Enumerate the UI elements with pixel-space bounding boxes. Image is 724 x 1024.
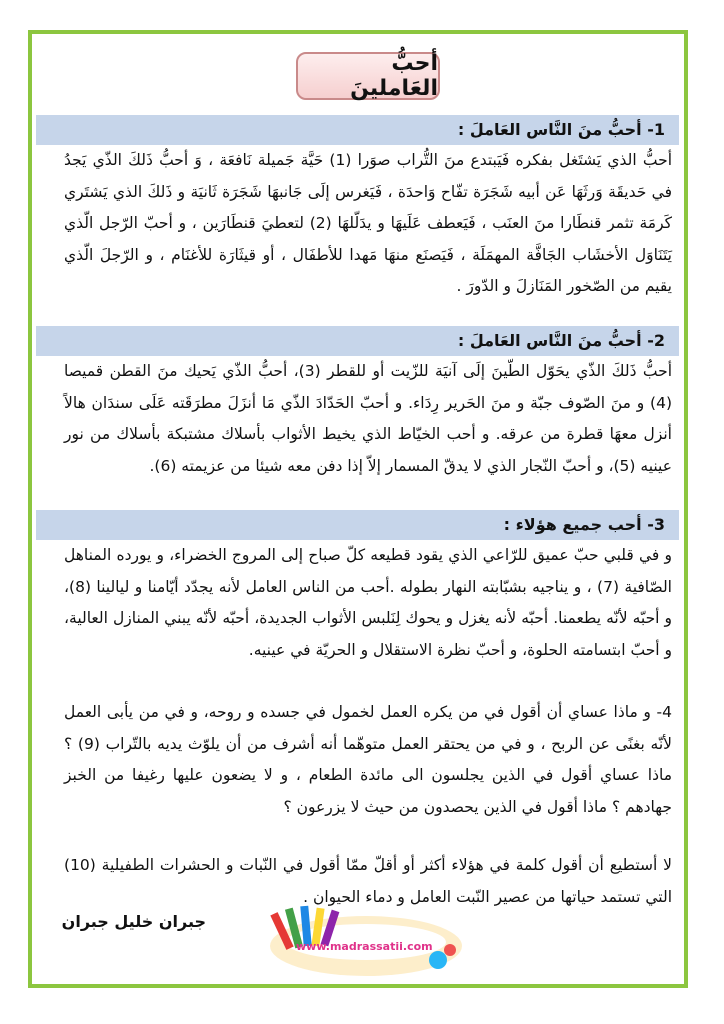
section-text-1: أحبُّ الذي يَشتَغل بفكره فَيَبتدع منَ التُّراب صوَرا (1) حَيَّة جَميلة نَافعَة ، وَ أحبُّ ذَلكَ الذّي يَجدُ في حَديقَة وَرثَهَا عَن أبيه شَجَرَة تفّاح وَاحدَة ، فَيَغرس إلَى جَانبهَا شَجَرَة ثَانيَة و ذَلكَ الذي يَشتَري كَرمَة تثمر قنطَارا منَ العنَب ، فَيَعطف عَلَيهَا و يدَلّلهَا (2) لتعطيَ قنطَارَين ، و أحبّ الرّجل الّذي يَتَنَاوَل الأخشَاب الجَافَّة المهمَلَة ، فَيَصنَع منهَا مَهدا للأطفَال ، أو قيثَارَة للأغنَام ، و الرّجلَ الّذي يقيم من الصّخور المَنَازلَ و الدّورَ . bbox=[64, 151, 673, 295]
page-title-text: أحبُّ العَاملينَ bbox=[350, 51, 438, 101]
page-title bbox=[296, 52, 440, 100]
section-text-3: و في قلبي حبّ عميق للرّاعي الذي يقود قطيعه كلّ صباح إلى المروج الخضراء، و يورده المناهل الصّافية (7) ، و يناجيه بشبّابته النهار بطوله .أحب من الناس العامل لأنه يجدّد أيّامنا و ليالينا (8)، و أحبّه لأنّه يطعمنا. أحبّه لأنه يغزل و يحوك لِنَلبس الأثواب الجديدة، أحبّه لأنّه يبني المنازل العالية، و أحبّ ابتسامته الحلوة، و أحبّ نظرة الاستقلال و الحريّة في عينيه. bbox=[64, 546, 672, 659]
section-text-5: لا أستطيع أن أقول كلمة في هؤلاء أكثر أو أقلّ ممّا أقول في النّبات و الحشرات الطفيلية (10) التي تستمد حياتها من عصير النّبت العامل و دماء الحيوان . bbox=[64, 856, 672, 906]
site-url: www.madrassatii.com bbox=[296, 940, 433, 953]
section-text-4: 4- و ماذا عساي أن أقول في من يكره العمل لخمول في جسده و روحه، و في من يأبى العمل لأنّه بغنًى عن الربح ، و في من يحتقر العمل متوهّما أنه أشرف من أن يلوّث يديه بالتّراب (9) ؟ ماذا عساي أقول في الذين يجلسون الى مائدة الطعام ، و لا يضعون عليها رغيفا من الخبز جهادهم ؟ ماذا أقول في الذين يحصدون من حيث لا يزرعون ؟ bbox=[64, 703, 672, 816]
section-text-2: أحبُّ ذَلكَ الذّي يحَوّل الطّينَ إلَى آنيَة للزّيت أو للقطر (3)، أحبُّ الذّي يَحيك منَ القطن قميصا (4) و منَ الصّوف جبّة و منَ الحَرير رِدَاء. و أحبّ الحَدّادَ الذّي مَا أنزَلَ مطرَقَته عَلَى سندَان هالاً أنزل معهَا قطرة من عرقه. و أحب الخيّاط الذي يخيط الأثواب بأسلاك مشتبكة بأسلاك من نور عينيه (5)، و أحبّ النّجار الذي لا يدقّ المسمار إلاّ إذا دفن معه شيئا من عزيمته (6). bbox=[64, 362, 672, 475]
section-heading-3: 3- أحب جميع هؤلاء : bbox=[36, 510, 679, 540]
author-name: جبران خليل جبران bbox=[61, 912, 206, 931]
section-heading-1: 1- أحبُّ منَ النَّاس العَاملَ : bbox=[36, 115, 679, 145]
section-heading-2: 2- أحبُّ منَ النَّاس العَاملَ : bbox=[36, 326, 679, 356]
